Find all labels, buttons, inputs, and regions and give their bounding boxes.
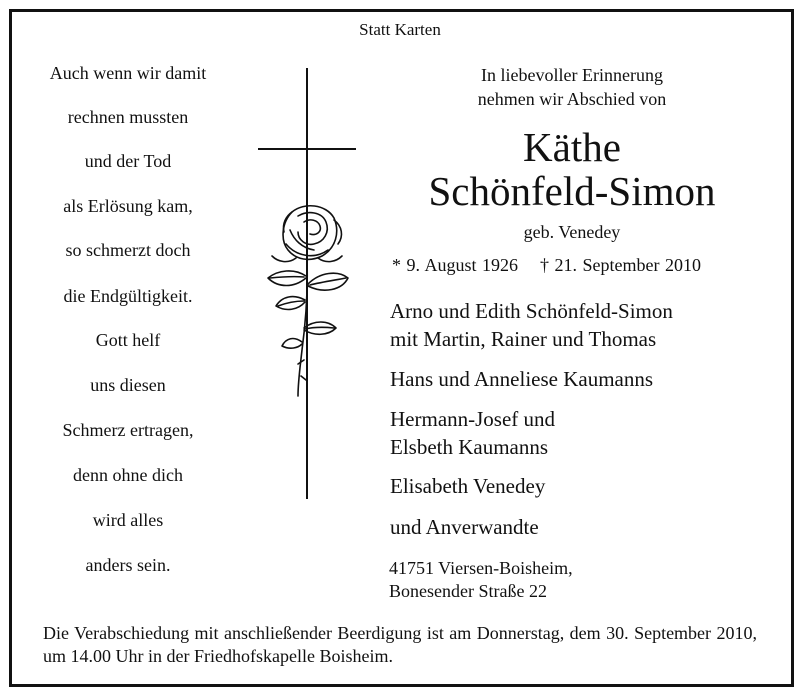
- intro-line: nehmen wir Abschied von: [477, 89, 667, 109]
- rose-icon: [252, 200, 362, 400]
- death-date: † 21. September 2010: [540, 255, 701, 275]
- poem-line: wird alles: [92, 510, 164, 530]
- deceased-first-name: Käthe: [523, 124, 621, 170]
- poem-line: Schmerz ertragen,: [62, 420, 194, 440]
- mourner-line: Hans und Anneliese Kaumanns: [390, 367, 654, 391]
- maiden-name: geb. Venedey: [523, 222, 621, 242]
- address-line: 41751 Viersen-Boisheim,: [389, 558, 573, 578]
- intro-text: [388, 63, 756, 111]
- mourner-line: mit Martin, Rainer und Thomas: [390, 327, 657, 351]
- life-dates: [392, 255, 723, 276]
- mourner-line: Hermann-Josef und: [390, 407, 556, 431]
- mourner-line: und Anverwandte: [390, 515, 539, 539]
- mourner-line: Arno und Edith Schönfeld-Simon: [390, 299, 673, 323]
- poem-line: die Endgültigkeit.: [63, 286, 193, 306]
- deceased-last-name: Schönfeld-Simon: [428, 168, 716, 214]
- birth-date: * 9. August 1926: [392, 255, 519, 275]
- poem-line: als Erlösung kam,: [63, 196, 193, 216]
- cross-icon-bar: [258, 148, 356, 150]
- poem-line: anders sein.: [85, 555, 171, 575]
- notice-header: Statt Karten: [359, 20, 441, 39]
- address: [389, 557, 573, 603]
- poem-line: so schmerzt doch: [65, 240, 191, 260]
- mourner-line: Elsbeth Kaumanns: [390, 435, 549, 459]
- poem-line: Auch wenn wir damit: [49, 63, 207, 83]
- poem-line: uns diesen: [90, 375, 166, 395]
- intro-line: In liebevoller Erinnerung: [481, 65, 663, 85]
- address-line: Bonesender Straße 22: [389, 581, 547, 601]
- poem-line: rechnen mussten: [67, 107, 189, 127]
- poem-line: und der Tod: [84, 151, 172, 171]
- poem-line: denn ohne dich: [73, 465, 183, 485]
- mourner-line: Elisabeth Venedey: [390, 474, 546, 498]
- poem: [18, 0, 238, 600]
- poem-line: Gott helf: [95, 330, 161, 350]
- funeral-info: Die Verabschiedung mit anschließender Beerdigung ist am Donnerstag, dem 30. September 2010, um 14.00 Uhr in der Friedhofskapelle Boisheim.: [43, 623, 757, 666]
